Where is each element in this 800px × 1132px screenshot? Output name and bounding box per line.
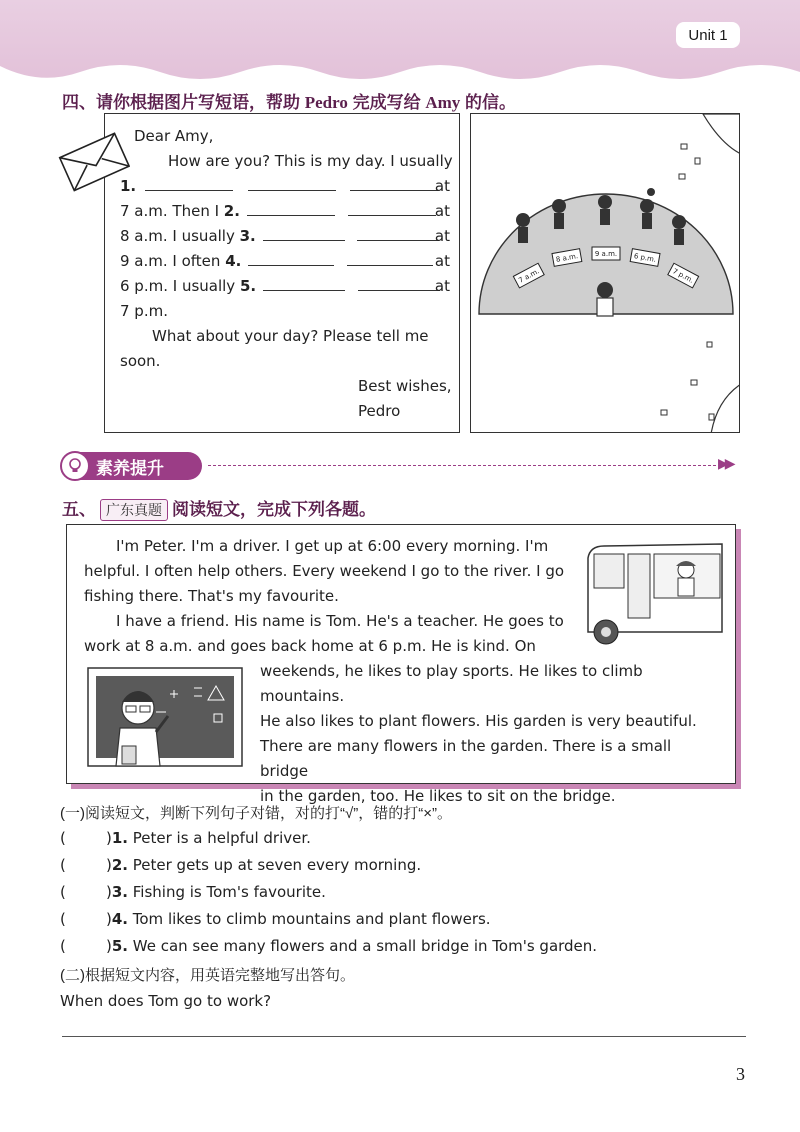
letter-line-5: 6 p.m. I usually 5. at xyxy=(120,274,450,299)
letter-line-1: 1. at xyxy=(120,174,450,199)
statement-row: ( )5. We can see many flowers and a small bridge in Tom's garden. xyxy=(60,937,598,955)
letter-line: 7 p.m. xyxy=(120,302,168,320)
section5-title: 五、 广东真题 阅读短文，完成下列各题。 xyxy=(62,500,376,519)
time-card: 7 p.m. xyxy=(671,267,695,285)
statement-row: ( )4. Tom likes to climb mountains and plant flowers. xyxy=(60,910,491,928)
header-band xyxy=(0,0,800,86)
blank-input[interactable] xyxy=(248,174,336,191)
passage-line: helpful. I often help others. Every weekend I go to the river. I go xyxy=(84,562,565,580)
blank-input[interactable] xyxy=(347,249,433,266)
passage-line: weekends, he likes to play sports. He likes to climb mountains. xyxy=(260,662,643,705)
lightbulb-icon xyxy=(60,451,90,481)
passage-line: in the garden, too. He likes to sit on the bridge. xyxy=(260,787,616,805)
blank-input[interactable] xyxy=(348,199,436,216)
time-card: 7 a.m. xyxy=(517,267,541,285)
time-card: 9 a.m. xyxy=(594,250,618,258)
unit-label: Unit 1 xyxy=(676,22,740,48)
passage-line: I'm Peter. I'm a driver. I get up at 6:00 every morning. I'm xyxy=(116,537,549,555)
passage-line: fishing there. That's my favourite. xyxy=(84,587,339,605)
page-number: 3 xyxy=(736,1064,745,1084)
section-banner xyxy=(62,452,202,480)
letter-line-4: 9 a.m. I often 4. at xyxy=(120,249,450,274)
passage-line: There are many flowers in the garden. There is a small bridge xyxy=(260,737,672,780)
blank-input[interactable] xyxy=(350,174,438,191)
blank-input[interactable] xyxy=(357,224,439,241)
answer-line[interactable] xyxy=(62,1036,746,1037)
bus-illustration xyxy=(582,538,728,646)
passage-bottom xyxy=(260,659,722,809)
time-card: 8 a.m. xyxy=(555,252,579,264)
statement-row: ( )3. Fishing is Tom's favourite. xyxy=(60,883,326,901)
part2-instruction: (二)根据短文内容，用英语完整地写出答句。 xyxy=(60,967,355,984)
letter-greeting: Dear Amy, xyxy=(134,127,214,145)
arrow-icon: ▶▶ xyxy=(718,455,732,471)
letter-line: How are you? This is my day. I usually xyxy=(168,152,453,170)
passage-line: I have a friend. His name is Tom. He's a teacher. He goes to xyxy=(116,612,564,630)
letter-signature: Pedro xyxy=(358,402,401,420)
letter-line: soon. xyxy=(120,352,161,370)
letter-closing: Best wishes, xyxy=(358,377,452,395)
letter xyxy=(120,124,453,424)
banner-label: 素养提升 xyxy=(96,458,164,478)
section4-title: 四、请你根据图片写短语，帮助 Pedro 完成写给 Amy 的信。 xyxy=(62,93,516,112)
illustration-box xyxy=(470,113,740,433)
source-tag: 广东真题 xyxy=(100,499,168,521)
letter-line: What about your day? Please tell me xyxy=(152,327,429,345)
blank-input[interactable] xyxy=(145,174,233,191)
blank-input[interactable] xyxy=(263,224,345,241)
statement-row: ( )1. Peter is a helpful driver. xyxy=(60,829,311,847)
part1-instruction: (一)阅读短文，判断下列句子对错，对的打“√”，错的打“×”。 xyxy=(60,805,452,822)
letter-line-2: 7 a.m. Then I 2. at xyxy=(120,199,450,224)
time-card: 6 p.m. xyxy=(633,252,657,264)
blank-input[interactable] xyxy=(263,274,345,291)
blank-input[interactable] xyxy=(247,199,335,216)
blank-input[interactable] xyxy=(248,249,334,266)
passage-line: work at 8 a.m. and goes back home at 6 p.m. He is kind. On xyxy=(84,637,536,655)
banner-divider xyxy=(208,465,716,466)
teacher-illustration xyxy=(86,666,244,774)
daily-routine-illustration xyxy=(471,114,740,433)
question-text: When does Tom go to work? xyxy=(60,992,272,1010)
passage-top xyxy=(84,534,576,659)
letter-line-3: 8 a.m. I usually 3. at xyxy=(120,224,450,249)
passage-line: He also likes to plant flowers. His garden is very beautiful. xyxy=(260,712,697,730)
statement-row: ( )2. Peter gets up at seven every morning. xyxy=(60,856,422,874)
blank-input[interactable] xyxy=(358,274,440,291)
